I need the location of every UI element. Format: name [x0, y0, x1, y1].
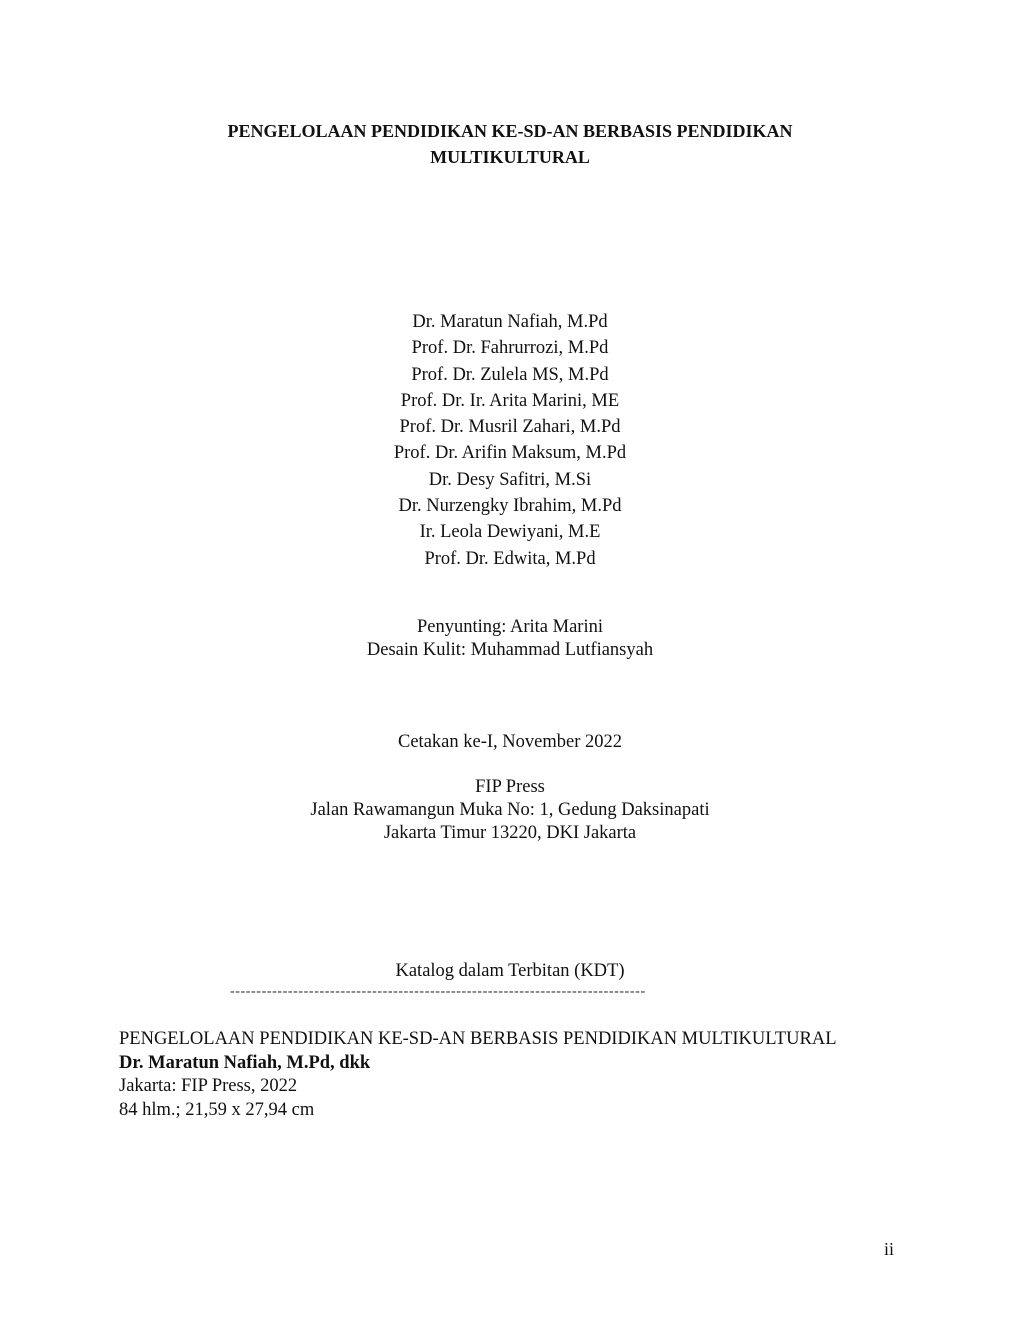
publisher-block: [0, 776, 1020, 845]
catalog-title: PENGELOLAAN PENDIDIKAN KE-SD-AN BERBASIS PENDIDIKAN MULTIKULTURAL: [119, 1029, 837, 1049]
author-name: Prof. Dr. Musril Zahari, M.Pd: [399, 417, 621, 438]
kdt-heading: Katalog dalam Terbitan (KDT): [395, 961, 625, 981]
author-name: Prof. Dr. Ir. Arita Marini, ME: [400, 390, 620, 411]
author-name: Dr. Nurzengky Ibrahim, M.Pd: [398, 496, 622, 517]
author-name: Dr. Maratun Nafiah, M.Pd: [412, 312, 608, 332]
author-name: Prof. Dr. Arifin Maksum, M.Pd: [393, 443, 627, 464]
author-name: Prof. Dr. Edwita, M.Pd: [424, 548, 596, 569]
cover-design-credit: Desain Kulit: Muhammad Lutfiansyah: [366, 640, 654, 660]
book-title-line-1: PENGELOLAAN PENDIDIKAN KE-SD-AN BERBASIS PENDIDIKAN: [227, 121, 793, 141]
catalog-entry: [119, 1028, 919, 1122]
page-number: ii: [884, 1239, 895, 1259]
catalog-physical-description: 84 hlm.; 21,59 x 27,94 cm: [119, 1099, 315, 1120]
book-title-line-2: MULTIKULTURAL: [430, 147, 590, 167]
editor-credit: Penyunting: Arita Marini: [416, 617, 603, 637]
author-name: Ir. Leola Dewiyani, M.E: [419, 522, 601, 543]
author-name: Prof. Dr. Zulela MS, M.Pd: [411, 364, 609, 385]
publisher-address-line-2: Jakarta Timur 13220, DKI Jakarta: [383, 823, 637, 843]
publisher-address-line-1: Jalan Rawamangun Muka No: 1, Gedung Daksinapati: [310, 800, 710, 820]
catalog-author: Dr. Maratun Nafiah, M.Pd, dkk: [119, 1052, 371, 1073]
kdt-divider: -------------------------------------------------------------------------------: [230, 984, 646, 999]
credits: [0, 616, 1020, 662]
author-name: Prof. Dr. Fahrurrozi, M.Pd: [411, 338, 609, 359]
publisher-name: FIP Press: [475, 777, 545, 797]
edition-line: Cetakan ke-I, November 2022: [398, 732, 622, 752]
book-title: [150, 118, 870, 170]
author-list: [0, 309, 1020, 572]
catalog-imprint: Jakarta: FIP Press, 2022: [119, 1076, 298, 1096]
author-name: Dr. Desy Safitri, M.Si: [428, 469, 592, 490]
